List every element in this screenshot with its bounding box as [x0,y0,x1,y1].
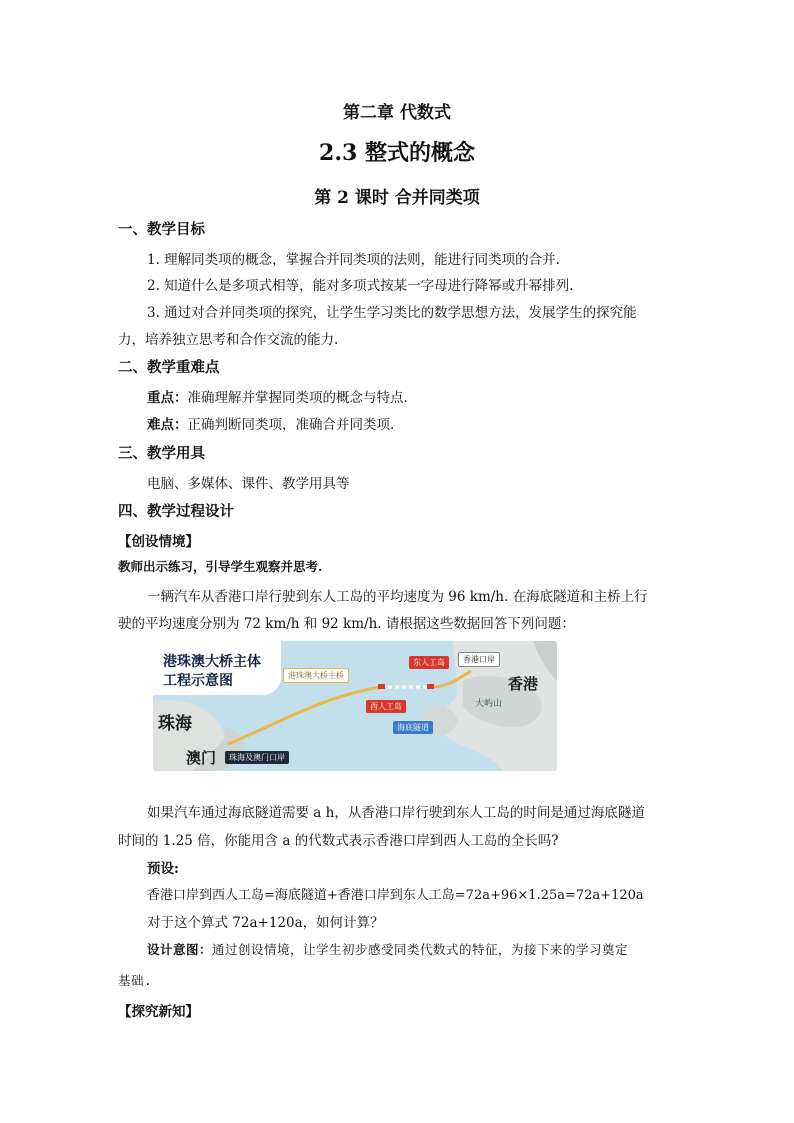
question-line-1: 如果汽车通过海底隧道需要 a h，从香港口岸行驶到东人工岛的时间是通过海底隧道 [147,805,645,821]
key-point [147,386,408,406]
design-text-1: 通过创设情境，让学生初步感受同类代数式的特征，为接下来的学习奠定 [212,942,629,957]
scene-tag: 【创设情境】 [118,534,199,550]
chapter-title: 第二章 代数式 [343,103,451,123]
bridge-label: 港珠澳大桥主桥 [283,668,349,683]
objective-2: 2. 知道什么是多项式相等，能对多项式按某一字母进行降幂或升幂排列. [147,278,574,294]
heading-key-points: 二、教学重难点 [118,359,220,376]
tunnel-label: 海底隧道 [393,721,433,734]
calc-question: 对于这个算式 72a+120a，如何计算？ [147,915,384,931]
macau-label: 澳门 [186,749,217,767]
preset-label: 预设: [147,861,179,877]
hongkong-label: 香港 [508,675,539,693]
problem-line-1: 一辆汽车从香港口岸行驶到东人工岛的平均速度为 96 km/h. 在海底隧道和主桥上行 [147,589,648,605]
key-text: 准确理解并掌握同类项的概念与特点. [187,390,408,406]
objective-3-cont: 力，培养独立思考和合作交流的能力. [118,332,339,348]
preset-expression: 香港口岸到西人工岛=海底隧道+香港口岸到东人工岛=72a+96×1.25a=72a+120a [147,888,644,903]
design-label: 设计意图： [147,942,213,957]
design-text-2: 基础. [118,973,153,988]
tools-text: 电脑、多媒体、课件、教学用具等 [147,476,350,492]
difficult-label: 难点： [147,417,188,433]
lesson-title: 第 2 课时 合并同类项 [314,188,480,208]
heading-process: 四、教学过程设计 [118,503,234,520]
design-intent [147,940,628,958]
hk-port-label: 香港口岸 [458,652,500,667]
west-island-label: 西人工岛 [366,700,406,713]
objective-1: 1. 理解同类项的概念，掌握合并同类项的法则，能进行同类项的合并. [147,252,560,268]
zhuhai-macau-port-label: 珠海及澳门口岸 [225,751,289,764]
explore-tag: 【探究新知】 [118,1004,199,1020]
map-title-box [153,641,281,695]
difficult-point [147,413,394,433]
problem-line-2: 驶的平均速度分别为 72 km/h 和 92 km/h. 请根据这些数据回答下列问题： [118,616,575,632]
east-island-label: 东人工岛 [409,656,449,669]
section-title: 2.3 整式的概念 [319,140,475,166]
map-title-line-2: 工程示意图 [163,673,233,689]
zhuhai-label: 珠海 [158,714,192,734]
objective-3: 3. 通过对合并同类项的探究，让学生学习类比的数学思想方法，发展学生的探究能 [147,305,637,321]
key-label: 重点： [147,390,188,406]
map-title-line-1: 港珠澳大桥主体 [163,654,261,670]
heading-tools: 三、教学用具 [118,445,205,462]
lantau-label: 大屿山 [475,699,503,709]
bridge-map [153,641,557,771]
difficult-text: 正确判断同类项，准确合并同类项. [187,417,395,433]
teacher-line: 教师出示练习，引导学生观察并思考. [118,559,323,574]
question-line-2: 时间的 1.25 倍，你能用含 a 的代数式表示香港口岸到西人工岛的全长吗? [118,833,559,849]
heading-objectives: 一、教学目标 [118,221,205,238]
